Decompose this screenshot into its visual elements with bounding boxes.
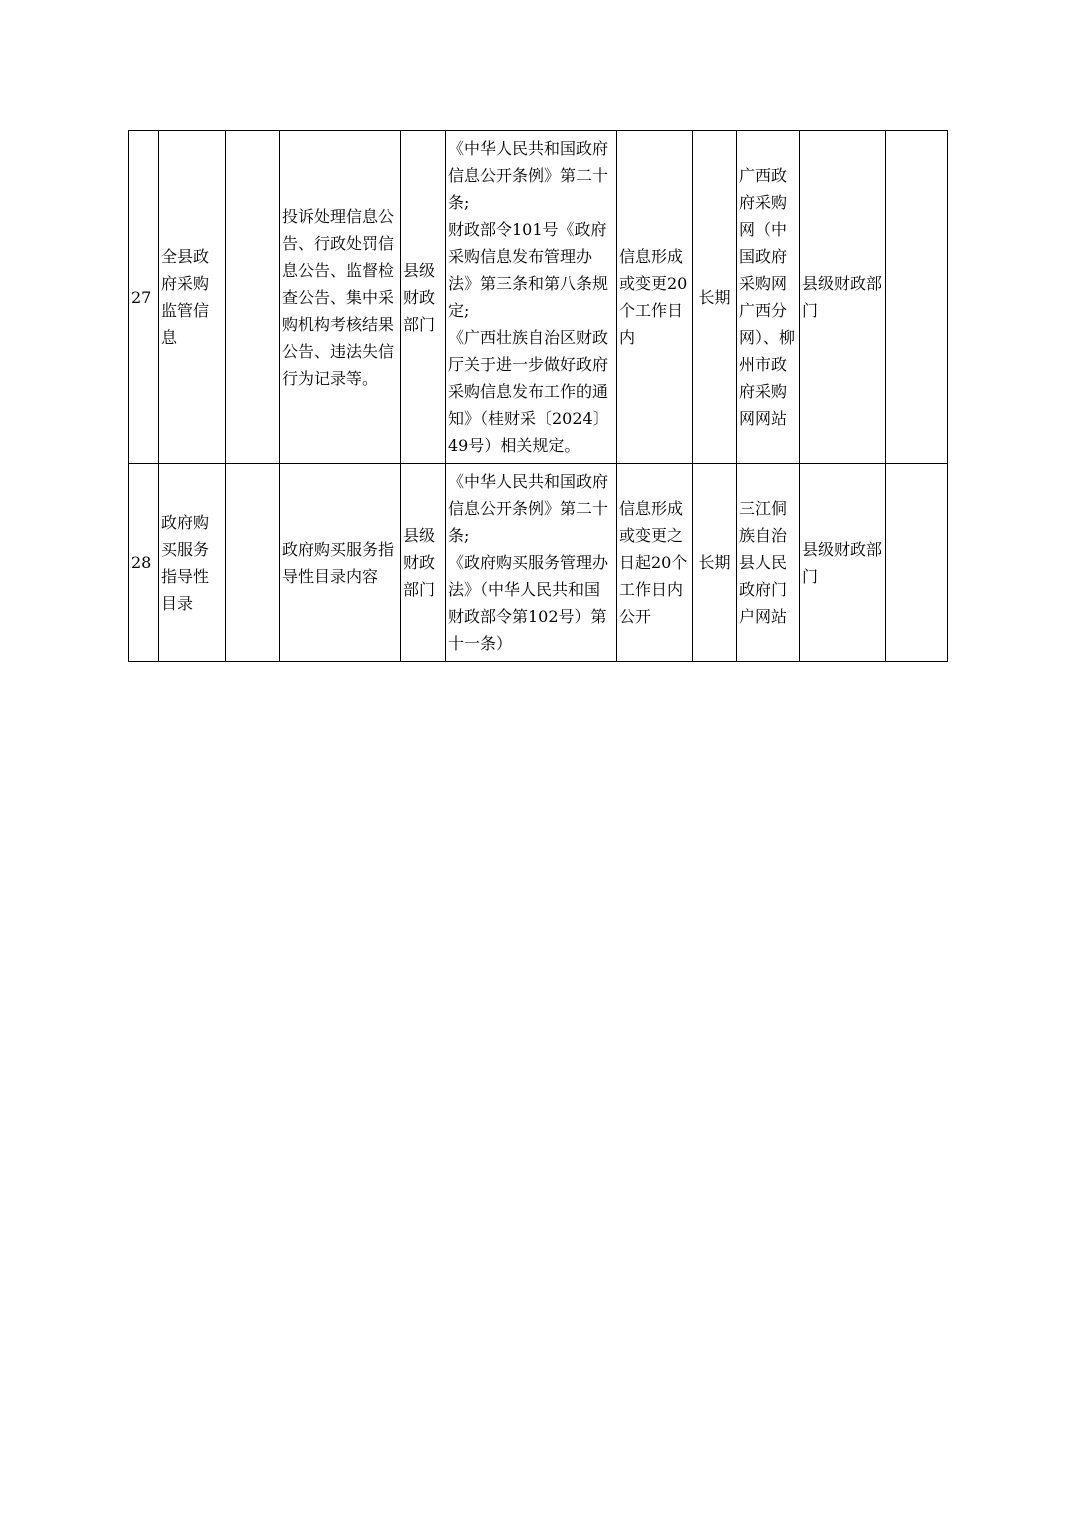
- remark: [886, 131, 948, 464]
- remark: [886, 464, 948, 662]
- table-row: [129, 131, 948, 464]
- period: 长期: [693, 131, 737, 464]
- legal-basis-line: 《中华人民共和国政府信息公开条例》第二十条;: [448, 139, 609, 212]
- item-name: 政府购买服务指导性目录: [159, 464, 226, 662]
- legal-basis: [446, 464, 617, 662]
- item-name: 全县政府采购监管信息: [159, 131, 226, 464]
- disclosure-content: 投诉处理信息公告、行政处罚信息公告、监督检查公告、集中采购机构考核结果公告、违法失信行为记录等。: [280, 131, 401, 464]
- row-index: 27: [129, 131, 159, 464]
- disclosure-table: [128, 130, 948, 662]
- time-limit: 信息形成或变更20个工作日内: [617, 131, 693, 464]
- disclosure-channel: 三江侗族自治县人民政府门户网站: [737, 464, 800, 662]
- period: 长期: [693, 464, 737, 662]
- disclosure-channel: 广西政府采购网（中国政府采购网广西分网）、柳州市政府采购网网站: [737, 131, 800, 464]
- time-limit: 信息形成或变更之日起20个工作日内公开: [617, 464, 693, 662]
- legal-basis-line: 《中华人民共和国政府信息公开条例》第二十条;: [448, 472, 609, 545]
- legal-basis-line: 《政府购买服务管理办法》（中华人民共和国财政部令第102号）第十一条）: [448, 553, 609, 653]
- responsible-unit: 县级财政部门: [800, 131, 886, 464]
- sub-item: [226, 131, 280, 464]
- legal-basis-line: 财政部令101号《政府采购信息发布管理办法》第三条和第八条规定;: [448, 220, 609, 320]
- legal-basis: [446, 131, 617, 464]
- sub-item: [226, 464, 280, 662]
- legal-basis-line: 《广西壮族自治区财政厅关于进一步做好政府采购信息发布工作的通知》（桂财采〔2024〕49号）相关规定。: [448, 328, 609, 455]
- disclosure-content: 政府购买服务指导性目录内容: [280, 464, 401, 662]
- disclosure-subject: 县级财政部门: [401, 131, 446, 464]
- row-index: 28: [129, 464, 159, 662]
- disclosure-subject: 县级财政部门: [401, 464, 446, 662]
- table-row: [129, 464, 948, 662]
- responsible-unit: 县级财政部门: [800, 464, 886, 662]
